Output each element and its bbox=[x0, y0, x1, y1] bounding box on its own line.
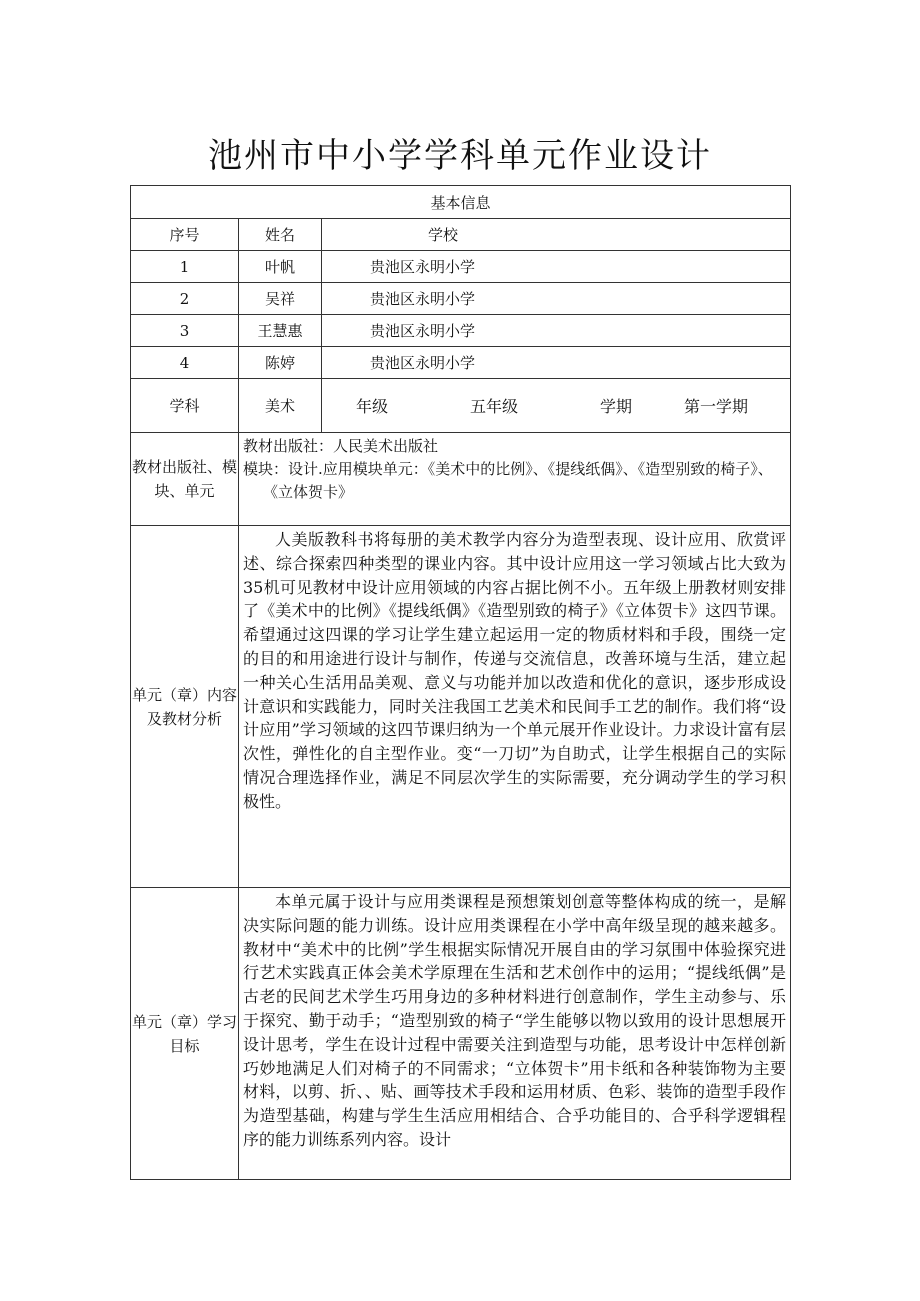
member-school: 贵池区永明小学 bbox=[322, 347, 791, 379]
textbook-unit-extra: 《立体贺卡》 bbox=[263, 483, 354, 501]
member-name: 叶帆 bbox=[239, 251, 322, 283]
member-row bbox=[131, 315, 791, 347]
member-no: 1 bbox=[131, 251, 239, 283]
member-no: 4 bbox=[131, 347, 239, 379]
member-name: 王慧惠 bbox=[239, 315, 322, 347]
subject-value: 美术 bbox=[239, 379, 322, 433]
member-no: 2 bbox=[131, 283, 239, 315]
objectives-label: 单元（章）学习目标 bbox=[131, 888, 239, 1180]
grade-term-cell bbox=[322, 379, 791, 433]
textbook-row bbox=[131, 433, 791, 526]
analysis-row bbox=[131, 526, 791, 888]
subject-label: 学科 bbox=[131, 379, 239, 433]
textbook-content bbox=[239, 433, 791, 526]
basic-info-header: 基本信息 bbox=[131, 186, 791, 219]
member-school: 贵池区永明小学 bbox=[322, 315, 791, 347]
col-name-header: 姓名 bbox=[239, 219, 322, 251]
objectives-row bbox=[131, 888, 791, 1180]
grade-label: 年级 bbox=[356, 397, 389, 416]
page-title: 池州市中小学学科单元作业设计 bbox=[208, 136, 712, 176]
member-name: 陈婷 bbox=[239, 347, 322, 379]
textbook-publisher: 教材出版社：人民美术出版社 bbox=[243, 437, 439, 455]
member-school: 贵池区永明小学 bbox=[322, 283, 791, 315]
member-row bbox=[131, 251, 791, 283]
analysis-text: 人美版教科书将每册的美术教学内容分为造型表现、设计应用、欣赏评述、综合探索四种类型的课业内容。其中设计应用这一学习领域占比大致为35机可见教材中设计应用领域的内容占据比例不小。五年级上册教材则安排了《美术中的比例》《提线纸偶》《造型别致的椅子》《立体贺卡》这四节课。希望通过这四课的学习让学生建立起运用一定的物质材料和手段，围绕一定的目的和用途进行设计与制作，传递与交流信息，改善环境与生活，建立起一种关心生活用品美观、意义与功能并加以改造和优化的意识，逐步形成设计意识和实践能力，同时关注我国工艺美术和民间手工艺的制作。我们将“设计应用”学习领域的这四节课归纳为一个单元展开作业设计。力求设计富有层次性，弹性化的自主型作业。变“一刀切”为自助式，让学生根据自己的实际情况合理选择作业，满足不同层次学生的实际需要，充分调动学生的学习积极性。 bbox=[243, 530, 787, 811]
term-label: 学期 bbox=[600, 397, 633, 416]
col-school-header: 学校 bbox=[322, 219, 791, 251]
col-no-header: 序号 bbox=[131, 219, 239, 251]
textbook-module: 模块：设计.应用模块单元：《美术中的比例》、《提线纸偶》、《造型别致的椅子》、 bbox=[243, 460, 773, 478]
grade-value: 五年级 bbox=[470, 397, 519, 416]
objectives-text: 本单元属于设计与应用类课程是预想策划创意等整体构成的统一，是解决实际问题的能力训练。设计应用类课程在小学中高年级呈现的越来越多。教材中“美术中的比例”学生根据实际情况开展自由的学习氛围中体验探究进行艺术实践真正体会美术学原理在生活和艺术创作中的运用；“提线纸偶”是古老的民间艺术学生巧用身边的多种材料进行创意制作，学生主动参与、乐于探究、勤于动手；“造型别致的椅子“学生能够以物以致用的设计思想展开设计思考，学生在设计过程中需要关注到造型与功能，思考设计中怎样创新巧妙地满足人们对椅子的不同需求；“立体贺卡”用卡纸和各种装饰物为主要材料，以剪、折、、贴、画等技术手段和运用材质、色彩、装饰的造型手段作为造型基础，构建与学生生活应用相结合、合乎功能目的、合乎科学逻辑程序的能力训练系列内容。设计 bbox=[243, 892, 787, 1149]
analysis-label: 单元（章）内容及教材分析 bbox=[131, 526, 239, 888]
work-design-form bbox=[130, 185, 791, 1180]
member-name: 吴祥 bbox=[239, 283, 322, 315]
member-no: 3 bbox=[131, 315, 239, 347]
basic-info-header-row bbox=[131, 186, 791, 219]
member-row bbox=[131, 283, 791, 315]
analysis-content bbox=[239, 526, 791, 888]
column-header-row bbox=[131, 219, 791, 251]
member-row bbox=[131, 347, 791, 379]
subject-row bbox=[131, 379, 791, 433]
textbook-label: 教材出版社、模块、单元 bbox=[131, 433, 239, 526]
term-value: 第一学期 bbox=[684, 397, 749, 416]
member-school: 贵池区永明小学 bbox=[322, 251, 791, 283]
objectives-content bbox=[239, 888, 791, 1180]
